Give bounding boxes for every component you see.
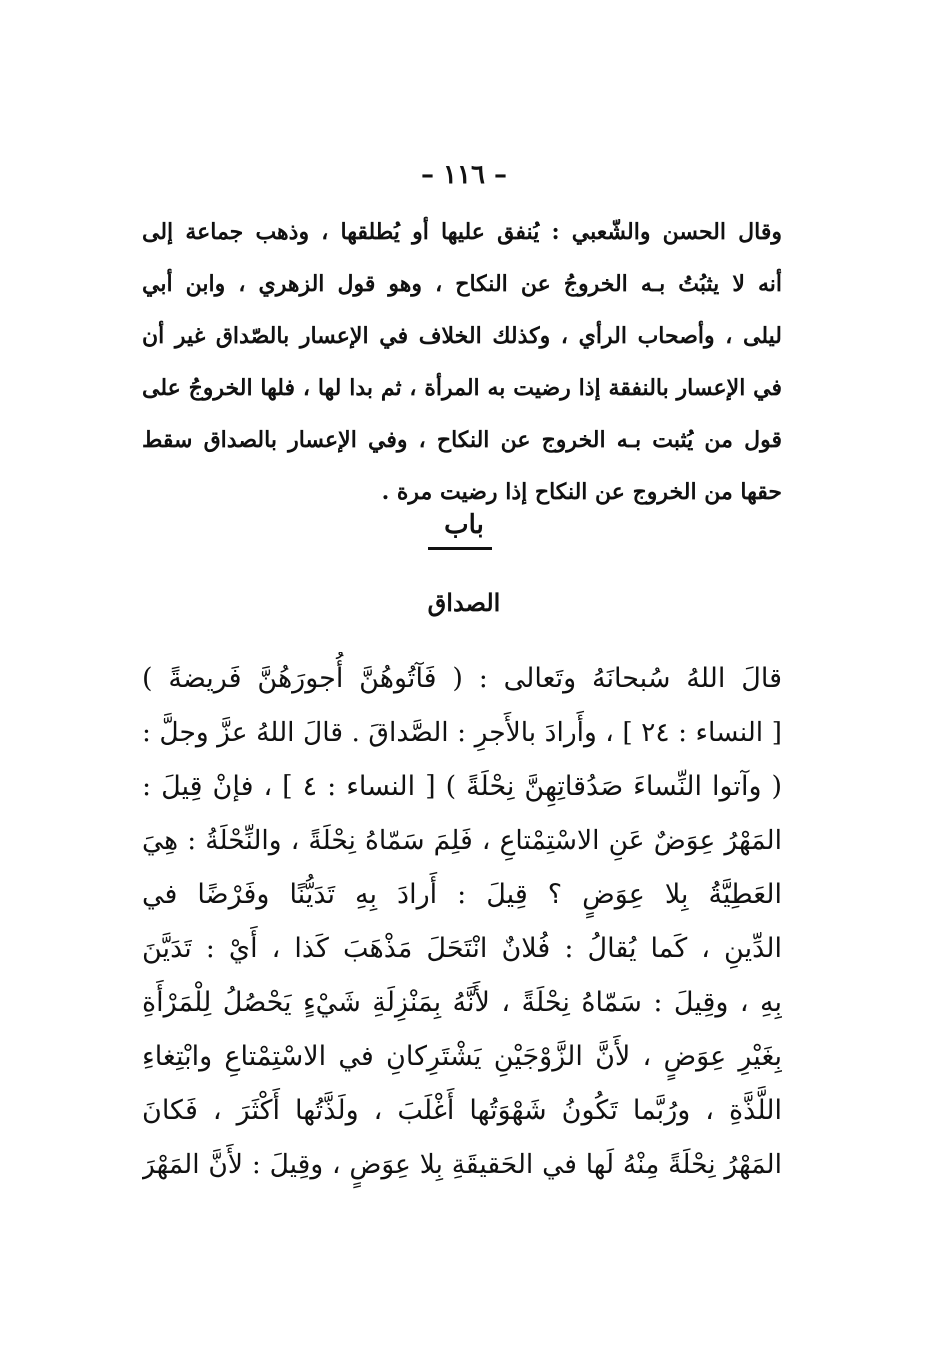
text-line: بِغَيْرِ عِوَضٍ ، لأَنَّ الزَّوْجَيْنِ يَشْتَرِكانِ في الاسْتِمْتاعِ وابْتِغاءِ xyxy=(142,1041,782,1072)
text-line: العَطِيَّةُ بِلا عِوَضٍ ؟ قِيلَ : أَرادَ بِهِ تَدَيُّنًا وفَرْضًا في xyxy=(142,879,782,910)
main-paragraph xyxy=(142,652,782,1192)
chapter-underline xyxy=(428,547,492,550)
text-line: [ النساء : ٢٤ ] ، وأَرادَ بالأَجرِ : الصَّداقَ . قالَ اللهُ عزَّ وجلَّ : xyxy=(142,717,782,748)
text-line: بِهِ ، وقِيلَ : سَمّاهُ نِحْلَةً ، لأَنَّهُ بِمَنْزِلَةِ شَيْءٍ يَحْصُلُ لِلْمَرْأَةِ xyxy=(142,987,782,1018)
text-line: المَهْرُ نِحْلَةً مِنْهُ لَها في الحَقيقَةِ بِلا عِوَضٍ ، وقِيلَ : لأَنَّ المَهْرَ xyxy=(142,1149,782,1180)
text-line: ليلى ، وأصحاب الرأي ، وكذلك الخلاف في الإعسار بالصّداق غير أن xyxy=(142,323,782,349)
page-number: – ١١٦ – xyxy=(420,160,508,190)
text-line: وقال الحسن والشّعبي : يُنفق عليها أو يُطلقها ، وذهب جماعة إلى xyxy=(142,219,782,245)
text-line: ( وآتوا النِّساءَ صَدُقاتِهِنَّ نِحْلَةً ) [ النساء : ٤ ] ، فإنْ قِيلَ : xyxy=(142,771,782,802)
text-line: الدِّينِ ، كَما يُقالُ : فُلانٌ انْتَحَلَ مَذْهَبَ كَذا ، أَيْ : تَدَيَّنَ xyxy=(142,933,782,964)
text-line: المَهْرُ عِوَضٌ عَنِ الاسْتِمْتاعِ ، فَلِمَ سَمّاهُ نِحْلَةً ، والنِّحْلَةُ : هِيَ xyxy=(142,825,782,856)
text-line: قالَ اللهُ سُبحانَهُ وتَعالى : ( فَآتُوهُنَّ أُجورَهُنَّ فَريضةً ) xyxy=(142,663,782,694)
text-line: أنه لا يثبُتُ بـه الخروجُ عن النكاح ، وهو قول الزهري ، وابن أبي xyxy=(142,271,782,297)
section-title: الصداق xyxy=(427,588,501,617)
text-line: حقها من الخروج عن النكاح إذا رضيت مرة . xyxy=(381,479,782,505)
text-line: اللَّذَّةِ ، ورُبَّما تَكُونُ شَهْوَتُها أَغْلَبَ ، ولَذَّتُها أَكْثَرَ ، فَكانَ xyxy=(142,1095,782,1126)
intro-paragraph xyxy=(142,206,782,518)
text-line: قول من يُثبت بـه الخروج عن النكاح ، وفي الإعسار بالصداق سقط xyxy=(142,427,782,453)
chapter-heading: باب xyxy=(444,510,484,540)
text-line: في الإعسار بالنفقة إذا رضيت به المرأة ، ثم بدا لها ، فلها الخروجُ على xyxy=(142,375,782,401)
